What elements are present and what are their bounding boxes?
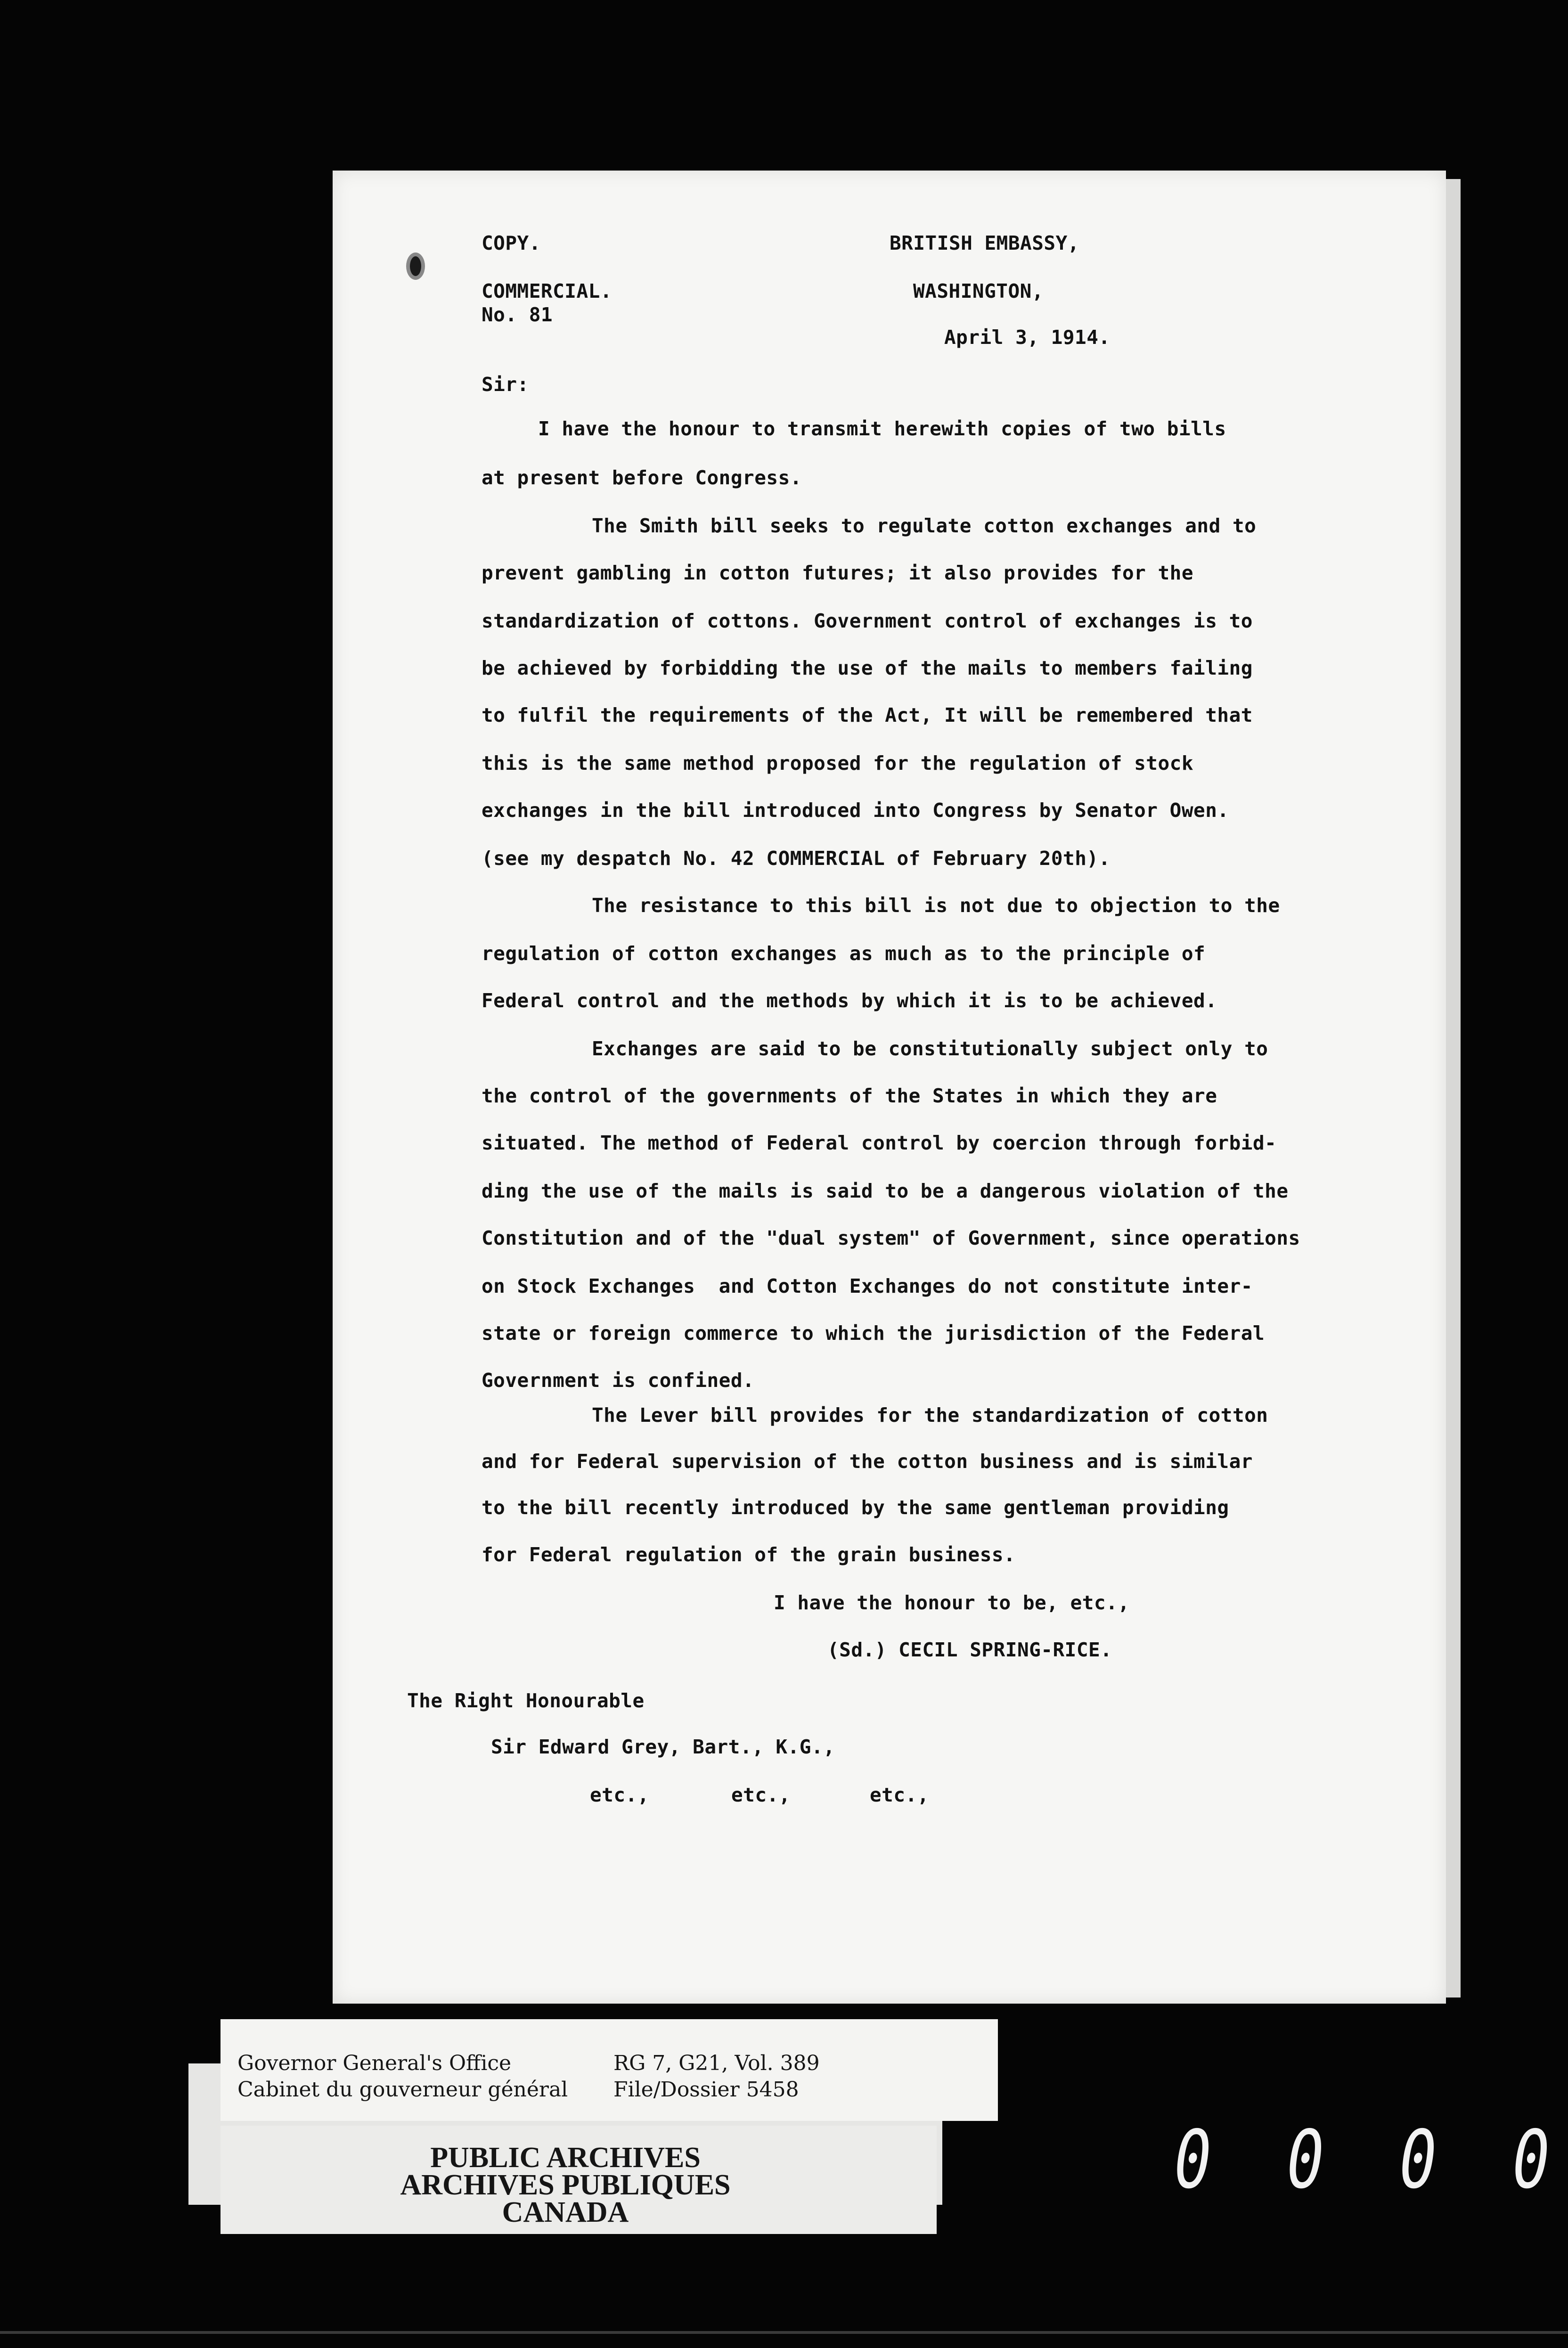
body-line: Exchanges are said to be constitutionally subject only to [592, 1037, 1268, 1060]
body-line: regulation of cotton exchanges as much as to the principle of [482, 942, 1206, 965]
body-line: the control of the governments of the States in which they are [482, 1084, 1217, 1107]
body-line: and for Federal supervision of the cotton business and is similar [482, 1450, 1253, 1473]
body-line: state or foreign commerce to which the jurisdiction of the Federal [482, 1322, 1265, 1345]
letter-date: April 3, 1914. [944, 326, 1111, 349]
frame-counter [1167, 2113, 1556, 2207]
frame-digit: 0 [1392, 2113, 1444, 2207]
office-french: Cabinet du gouverneur général [237, 2078, 568, 2102]
stamp-archives-publiques: ARCHIVES PUBLIQUES [400, 2169, 731, 2201]
body-line: to the bill recently introduced by the same gentleman providing [482, 1496, 1229, 1519]
body-line: this is the same method proposed for the regulation of stock [482, 752, 1194, 775]
addressee-name: Sir Edward Grey, Bart., K.G., [491, 1736, 835, 1758]
body-line: The Smith bill seeks to regulate cotton exchanges and to [592, 514, 1257, 537]
body-line: standardization of cottons. Government control of exchanges is to [482, 610, 1253, 632]
etc-2: etc., [731, 1784, 791, 1806]
stamp-canada: CANADA [502, 2196, 629, 2228]
body-line: for Federal regulation of the grain business. [482, 1543, 1016, 1566]
body-line: at present before Congress. [482, 466, 802, 489]
body-line: to fulfil the requirements of the Act, It will be remembered that [482, 704, 1253, 726]
body-line: ding the use of the mails is said to be a dangerous violation of the [482, 1180, 1289, 1202]
addressee-title: The Right Honourable [407, 1689, 645, 1712]
salutation: Sir: [482, 373, 529, 396]
etc-3: etc., [870, 1784, 929, 1806]
body-line: The resistance to this bill is not due to objection to the [592, 894, 1280, 917]
embassy-city: WASHINGTON, [913, 280, 1044, 302]
body-line: I have the honour to transmit herewith copies of two bills [538, 417, 1226, 440]
etc-1: etc., [590, 1784, 649, 1806]
record-group: RG 7, G21, Vol. 389 [613, 2051, 820, 2075]
punch-hole [406, 253, 425, 280]
body-line: exchanges in the bill introduced into Congress by Senator Owen. [482, 799, 1229, 822]
department: COMMERCIAL. [482, 280, 612, 302]
body-line: Federal control and the methods by which it is to be achieved. [482, 989, 1217, 1012]
frame-digit: 0 [1280, 2113, 1331, 2207]
body-line: prevent gambling in cotton futures; it also provides for the [482, 562, 1194, 584]
despatch-number: No. 81 [482, 303, 553, 326]
frame-digit: 0 [1167, 2113, 1218, 2207]
office-english: Governor General's Office [237, 2051, 512, 2075]
body-line: on Stock Exchanges and Cotton Exchanges do not constitute inter- [482, 1275, 1253, 1297]
body-line: be achieved by forbidding the use of the mails to members failing [482, 657, 1253, 679]
copy-mark: COPY. [482, 232, 541, 254]
frame-digit: 0 [1505, 2113, 1556, 2207]
body-line: situated. The method of Federal control by coercion through forbid- [482, 1132, 1277, 1154]
signature: (Sd.) CECIL SPRING-RICE. [827, 1639, 1112, 1661]
body-line: (see my despatch No. 42 COMMERCIAL of February 20th). [482, 847, 1111, 870]
body-line: The Lever bill provides for the standardization of cotton [592, 1404, 1268, 1427]
stamp-public-archives: PUBLIC ARCHIVES [430, 2142, 701, 2174]
file-number: File/Dossier 5458 [613, 2078, 799, 2102]
film-edge [0, 2331, 1568, 2334]
embassy-name: BRITISH EMBASSY, [890, 232, 1079, 254]
body-line: Constitution and of the "dual system" of Government, since operations [482, 1227, 1300, 1249]
body-line: Government is confined. [482, 1369, 755, 1392]
closing: I have the honour to be, etc., [774, 1591, 1130, 1614]
